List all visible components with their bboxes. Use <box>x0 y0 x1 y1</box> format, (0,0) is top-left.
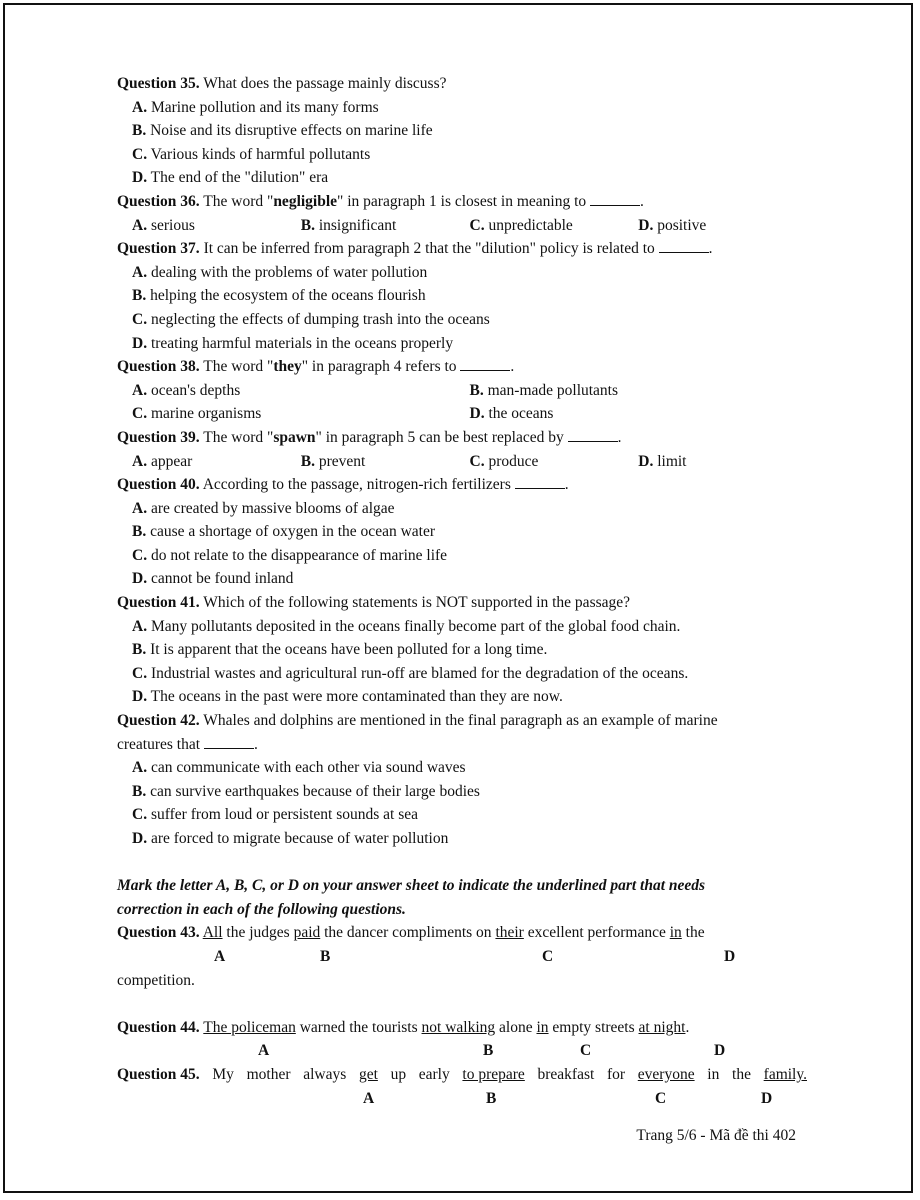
q41-option-c: C. Industrial wastes and agricultural run-off are blamed for the degradation of the oceans. <box>132 664 689 682</box>
q36-option-a: A. serious <box>132 216 195 234</box>
question-38: Question 38. The word "they" in paragraph 4 refers to . <box>117 358 515 376</box>
letter-d: D <box>724 947 736 965</box>
q45-letters <box>117 1087 807 1111</box>
q36-option-c: C. unpredictable <box>469 216 573 234</box>
question-36: Question 36. The word "negligible" in paragraph 1 is closest in meaning to . <box>117 192 644 210</box>
letter-a: A <box>258 1042 270 1060</box>
q37-option-c: C. neglecting the effects of dumping trash into the oceans <box>132 310 490 328</box>
letter-d: D <box>761 1089 773 1107</box>
q39-option-a: A. appear <box>132 452 193 470</box>
q37-option-b: B. helping the ecosystem of the oceans flourish <box>132 287 426 305</box>
q35-option-b: B. Noise and its disruptive effects on marine life <box>132 122 433 140</box>
q40-option-c: C. do not relate to the disappearance of marine life <box>132 546 448 564</box>
q41-option-b: B. It is apparent that the oceans have been polluted for a long time. <box>132 641 548 659</box>
q39-option-c: C. produce <box>469 452 539 470</box>
letter-b: B <box>486 1089 497 1107</box>
question-44: Question 44. The policeman warned the tourists not walking alone in empty streets at night. <box>117 1018 690 1036</box>
question-43-cont: competition. <box>117 971 195 989</box>
q38-options-row1 <box>117 379 807 403</box>
q42-option-a: A. can communicate with each other via sound waves <box>132 759 466 777</box>
question-35: Question 35. What does the passage mainly discuss? <box>117 75 447 92</box>
question-39: Question 39. The word "spawn" in paragraph 5 can be best replaced by . <box>117 428 622 446</box>
letter-a: A <box>363 1089 375 1107</box>
letter-a: A <box>214 947 226 965</box>
answer-blank <box>460 357 510 371</box>
q42-option-d: D. are forced to migrate because of water pollution <box>132 830 449 847</box>
q42-option-b: B. can survive earthquakes because of their large bodies <box>132 782 480 800</box>
q38-option-b: B. man-made pollutants <box>469 381 619 399</box>
q41-option-d: D. The oceans in the past were more contaminated than they are now. <box>132 688 563 706</box>
question-37: Question 37. It can be inferred from paragraph 2 that the "dilution" policy is related to . <box>117 240 713 258</box>
q35-option-c: C. Various kinds of harmful pollutants <box>132 145 371 163</box>
q36-option-d: D. positive <box>638 216 707 234</box>
q36-option-b: B. insignificant <box>300 216 397 234</box>
q40-option-a: A. are created by massive blooms of algae <box>132 499 395 517</box>
letter-b: B <box>320 947 331 965</box>
q37-option-d: D. treating harmful materials in the oceans properly <box>132 334 454 352</box>
q40-option-b: B. cause a shortage of oxygen in the ocean water <box>132 523 435 541</box>
question-43: Question 43. All the judges paid the dancer compliments on their excellent performance in the <box>117 924 705 942</box>
letter-c: C <box>580 1042 592 1060</box>
q42-option-c: C. suffer from loud or persistent sounds at sea <box>132 806 418 824</box>
exam-content <box>117 72 807 1110</box>
answer-blank <box>568 428 618 442</box>
answer-blank <box>659 239 709 253</box>
question-42-cont: creatures that . <box>117 735 258 753</box>
q43-letters <box>117 945 807 969</box>
q38-option-a: A. ocean's depths <box>132 381 241 399</box>
q39-options <box>117 450 807 474</box>
q35-option-d: D. The end of the "dilution" era <box>132 169 329 187</box>
section-instruction: Mark the letter A, B, C, or D on your answer sheet to indicate the underlined part that needs <box>117 877 706 895</box>
question-41: Question 41. Which of the following statements is NOT supported in the passage? <box>117 594 631 612</box>
q38-options-row2 <box>117 402 807 426</box>
q38-option-c: C. marine organisms <box>132 405 262 423</box>
page-footer: Trang 5/6 - Mã đề thi 402 <box>636 1127 796 1144</box>
section-instruction-cont: correction in each of the following questions. <box>117 900 406 918</box>
question-40: Question 40. According to the passage, nitrogen-rich fertilizers . <box>117 476 569 494</box>
q39-option-b: B. prevent <box>300 452 366 470</box>
q41-option-a: A. Many pollutants deposited in the oceans finally become part of the global food chain. <box>132 617 681 635</box>
question-45: Question 45. My mother always get up early to prepare breakfast for everyone in the family. <box>117 1065 807 1083</box>
letter-c: C <box>542 947 554 965</box>
q39-option-d: D. limit <box>638 452 687 470</box>
q35-option-a: A. Marine pollution and its many forms <box>132 98 379 116</box>
answer-blank <box>204 735 254 749</box>
q38-option-d: D. the oceans <box>469 405 554 423</box>
q40-option-d: D. cannot be found inland <box>132 570 294 588</box>
answer-blank <box>590 192 640 206</box>
letter-d: D <box>714 1042 726 1060</box>
q37-option-a: A. dealing with the problems of water pollution <box>132 263 428 281</box>
question-42: Question 42. Whales and dolphins are mentioned in the final paragraph as an example of marine <box>117 712 718 730</box>
answer-blank <box>515 475 565 489</box>
q44-letters <box>117 1039 807 1063</box>
letter-b: B <box>483 1042 494 1060</box>
q36-options <box>117 214 807 238</box>
letter-c: C <box>655 1089 667 1107</box>
